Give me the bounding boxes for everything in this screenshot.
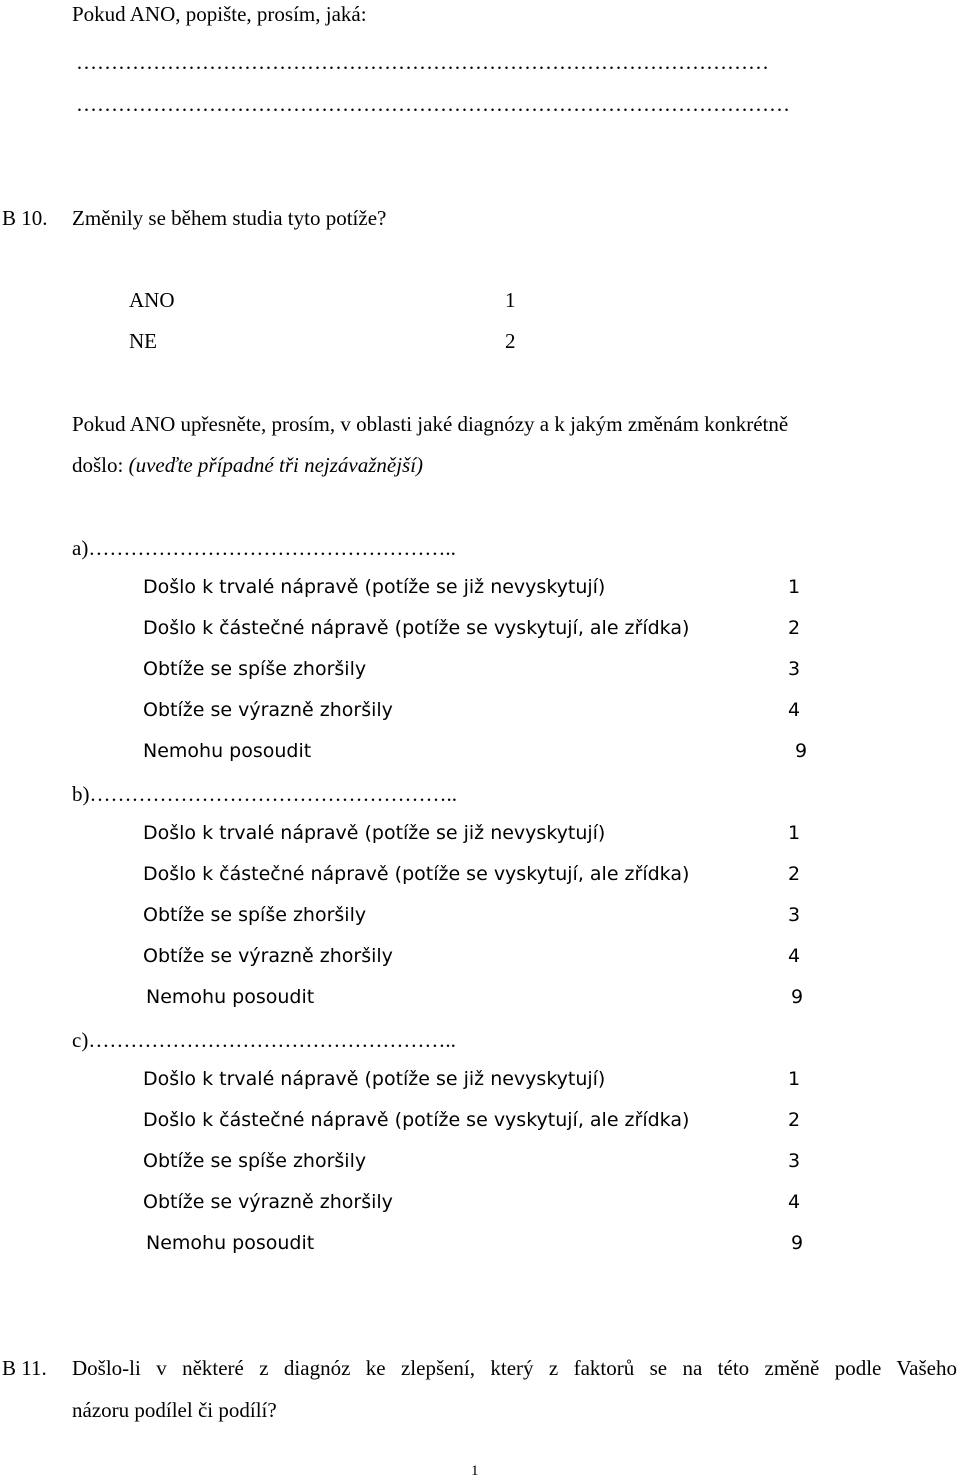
item-c-dots: ……………………………………………..	[88, 1028, 456, 1052]
instruction-line-1: Pokud ANO upřesněte, prosím, v oblasti jaké diagnózy a k jakým změnám konkrétně	[72, 412, 789, 436]
c-option-9-code: 9	[791, 1232, 804, 1254]
b-option-1-label: Došlo k trvalé nápravě (potíže se již nevyskytují)	[143, 822, 606, 844]
c-option-3-label: Obtíže se spíše zhoršily	[143, 1150, 367, 1172]
b-option-9-code: 9	[791, 986, 804, 1008]
option-ne-label: NE	[129, 329, 157, 353]
item-c-prefix: c)	[72, 1028, 89, 1052]
page-number: 1	[471, 1463, 479, 1479]
item-c-line	[72, 1030, 456, 1051]
b10-question: Změnily se během studia tyto potíže?	[72, 206, 387, 230]
c-option-4-label: Obtíže se výrazně zhoršily	[143, 1191, 393, 1213]
fill-line-2: …………………………………………………………………………………………	[76, 94, 790, 115]
b-option-3-code: 3	[788, 904, 801, 926]
fill-line-1: ………………………………………………………………………………………	[76, 52, 769, 73]
b11-question-line-1: Došlo-li v některé z diagnóz ke zlepšení, který z faktorů se na této změně podle Vašeho	[72, 1356, 957, 1380]
b-option-2-code: 2	[788, 863, 801, 885]
a-option-4-label: Obtíže se výrazně zhoršily	[143, 699, 393, 721]
option-ne-code: 2	[505, 329, 516, 353]
instruction-prefix: došlo:	[72, 453, 124, 477]
b-option-4-label: Obtíže se výrazně zhoršily	[143, 945, 393, 967]
b-option-2-label: Došlo k částečné nápravě (potíže se vyskytují, ale zřídka)	[143, 863, 690, 885]
a-option-9-label: Nemohu posoudit	[143, 740, 312, 762]
item-a-prefix: a)	[72, 536, 89, 560]
b-option-9-label: Nemohu posoudit	[146, 986, 315, 1008]
item-a-dots: ……………………………………………..	[88, 536, 456, 560]
a-option-3-label: Obtíže se spíše zhoršily	[143, 658, 367, 680]
b-option-4-code: 4	[788, 945, 801, 967]
a-option-2-label: Došlo k částečné nápravě (potíže se vyskytují, ale zřídka)	[143, 617, 690, 639]
c-option-4-code: 4	[788, 1191, 801, 1213]
a-option-1-code: 1	[788, 576, 801, 598]
item-a-line	[72, 538, 456, 559]
item-b-dots: ……………………………………………..	[89, 782, 457, 806]
item-b-prefix: b)	[72, 782, 90, 806]
b-option-1-code: 1	[788, 822, 801, 844]
c-option-2-code: 2	[788, 1109, 801, 1131]
c-option-9-label: Nemohu posoudit	[146, 1232, 315, 1254]
a-option-2-code: 2	[788, 617, 801, 639]
b-option-3-label: Obtíže se spíše zhoršily	[143, 904, 367, 926]
c-option-1-label: Došlo k trvalé nápravě (potíže se již nevyskytují)	[143, 1068, 606, 1090]
option-ano-label: ANO	[129, 288, 175, 312]
c-option-1-code: 1	[788, 1068, 801, 1090]
c-option-2-label: Došlo k částečné nápravě (potíže se vyskytují, ale zřídka)	[143, 1109, 690, 1131]
instruction-italic: (uveďte případné tři nejzávažnější)	[128, 453, 424, 477]
a-option-3-code: 3	[788, 658, 801, 680]
instruction-line-2	[72, 455, 423, 476]
item-b-line	[72, 784, 457, 805]
c-option-3-code: 3	[788, 1150, 801, 1172]
a-option-1-label: Došlo k trvalé nápravě (potíže se již nevyskytují)	[143, 576, 606, 598]
option-ano-code: 1	[505, 288, 516, 312]
b10-number: B 10.	[2, 206, 48, 230]
a-option-4-code: 4	[788, 699, 801, 721]
intro-question: Pokud ANO, popište, prosím, jaká:	[72, 2, 367, 26]
a-option-9-code: 9	[795, 740, 808, 762]
b11-number: B 11.	[2, 1356, 47, 1380]
b11-question-line-2: názoru podílel či podílí?	[72, 1398, 277, 1422]
